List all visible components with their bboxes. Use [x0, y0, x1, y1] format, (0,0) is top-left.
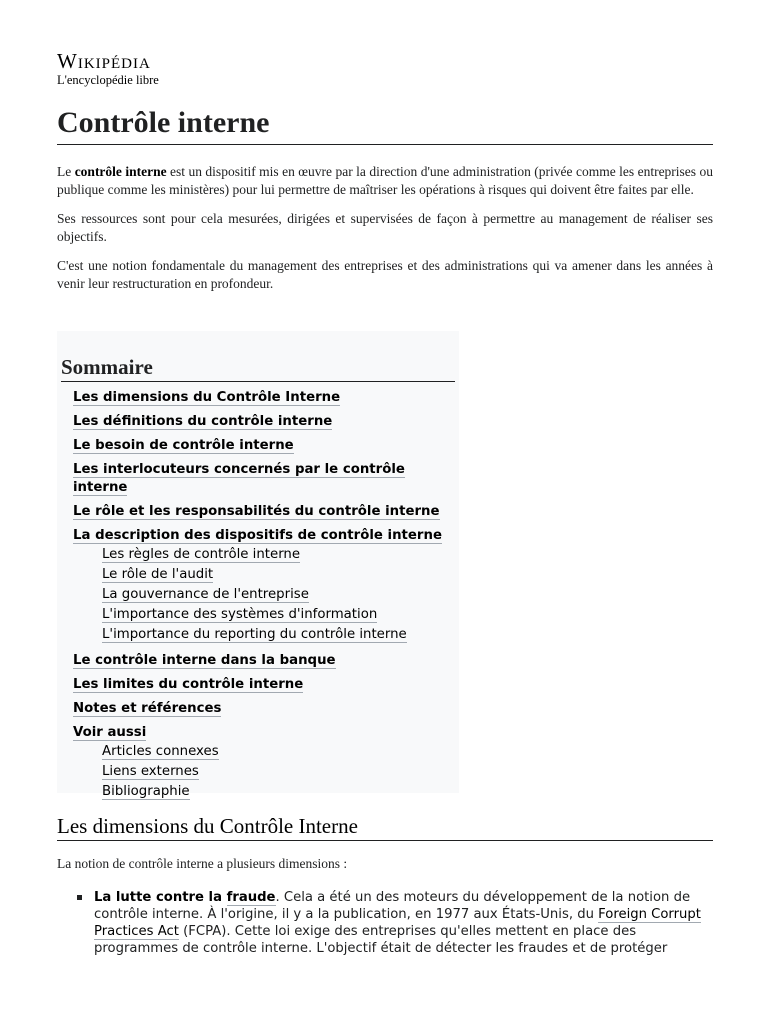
wikipedia-logo[interactable] [57, 50, 159, 87]
table-of-contents [57, 331, 459, 799]
toc-link[interactable]: Les définitions du contrôle interne [73, 414, 333, 429]
toc-item [73, 697, 459, 721]
intro-p1-post: est un dispositif mis en œuvre par la direction d'une administration (privée comme les entreprises ou publique comme les ministères) pour lui permettre de maîtriser les opérations à risques qui doivent être faites par elle. [57, 164, 713, 197]
toc-item [73, 649, 459, 673]
toc-sublink[interactable]: La gouvernance de l'entreprise [102, 587, 309, 602]
toc-item [73, 458, 459, 500]
toc-subitem [102, 546, 459, 566]
toc-item [73, 386, 459, 410]
toc-sublink[interactable]: Bibliographie [102, 784, 190, 799]
toc-sublink[interactable]: Articles connexes [102, 744, 219, 759]
toc-title: Sommaire [61, 353, 455, 382]
toc-sublink[interactable]: Liens externes [102, 764, 199, 779]
toc-link[interactable]: Les limites du contrôle interne [73, 677, 304, 692]
toc-sublist [102, 742, 459, 803]
section-bullet-list [57, 889, 733, 957]
logo-wordmark: Wikipédia [57, 49, 151, 73]
toc-list [61, 386, 459, 806]
toc-link[interactable]: Notes et références [73, 701, 222, 716]
list-item [77, 889, 733, 957]
fraude-link[interactable]: fraude [226, 890, 276, 905]
logo-tagline: L'encyclopédie libre [57, 73, 159, 87]
toc-item [73, 500, 459, 524]
intro-paragraph-1 [57, 163, 713, 199]
toc-subitem [102, 743, 459, 763]
section-intro: La notion de contrôle interne a plusieurs dimensions : [57, 856, 348, 871]
toc-subitem [102, 626, 459, 646]
article-intro [57, 163, 713, 304]
toc-item [73, 434, 459, 458]
intro-p1-bold: contrôle interne [74, 164, 167, 179]
toc-link[interactable]: Le rôle et les responsabilités du contrôle interne [73, 504, 440, 519]
toc-sublink[interactable]: L'importance du reporting du contrôle interne [102, 627, 407, 642]
bullet-marker [77, 895, 82, 900]
toc-subitem [102, 586, 459, 606]
toc-sublink[interactable]: Le rôle de l'audit [102, 567, 214, 582]
toc-sublink[interactable]: L'importance des systèmes d'information [102, 607, 378, 622]
toc-subitem [102, 783, 459, 803]
bullet-bold [94, 890, 276, 906]
toc-subitem [102, 606, 459, 626]
section-heading: Les dimensions du Contrôle Interne [57, 812, 713, 841]
toc-item [73, 410, 459, 434]
intro-p1-pre: Le [57, 164, 75, 179]
page-title: Contrôle interne [57, 104, 713, 145]
intro-paragraph-2: Ses ressources sont pour cela mesurées, dirigées et supervisées de façon à permettre au management de réaliser ses objectifs. [57, 211, 713, 244]
toc-link[interactable]: La description des dispositifs de contrôle interne [73, 528, 442, 543]
bullet-bold-text: La lutte contre la [94, 890, 227, 905]
bullet-text-2: (FCPA). Cette loi exige des entreprises qu'elles mettent en place des programmes de contrôle interne. L'objectif était de détecter les fraudes et de protéger [94, 924, 668, 956]
toc-link[interactable]: Les interlocuteurs concernés par le contrôle interne [73, 462, 405, 495]
toc-sublist [102, 545, 459, 646]
toc-subitem [102, 566, 459, 586]
toc-subitem [102, 763, 459, 783]
toc-item [73, 673, 459, 697]
toc-link[interactable]: Les dimensions du Contrôle Interne [73, 390, 341, 405]
toc-link[interactable]: Le besoin de contrôle interne [73, 438, 294, 453]
toc-item [73, 721, 459, 806]
toc-sublink[interactable]: Les règles de contrôle interne [102, 547, 301, 562]
toc-link[interactable]: Voir aussi [73, 725, 147, 740]
intro-paragraph-3: C'est une notion fondamentale du management des entreprises et des administrations qui va amener dans les années à venir leur restructuration en profondeur. [57, 258, 713, 291]
fcpa-link[interactable]: Foreign Corrupt Practices Act [94, 907, 701, 939]
toc-item [73, 524, 459, 649]
toc-link[interactable]: Le contrôle interne dans la banque [73, 653, 336, 668]
bullet-text-1: . Cela a été un des moteurs du développement de la notion de contrôle interne. À l'origine, il y a la publication, en 1977 aux États-Unis, du [94, 890, 691, 922]
